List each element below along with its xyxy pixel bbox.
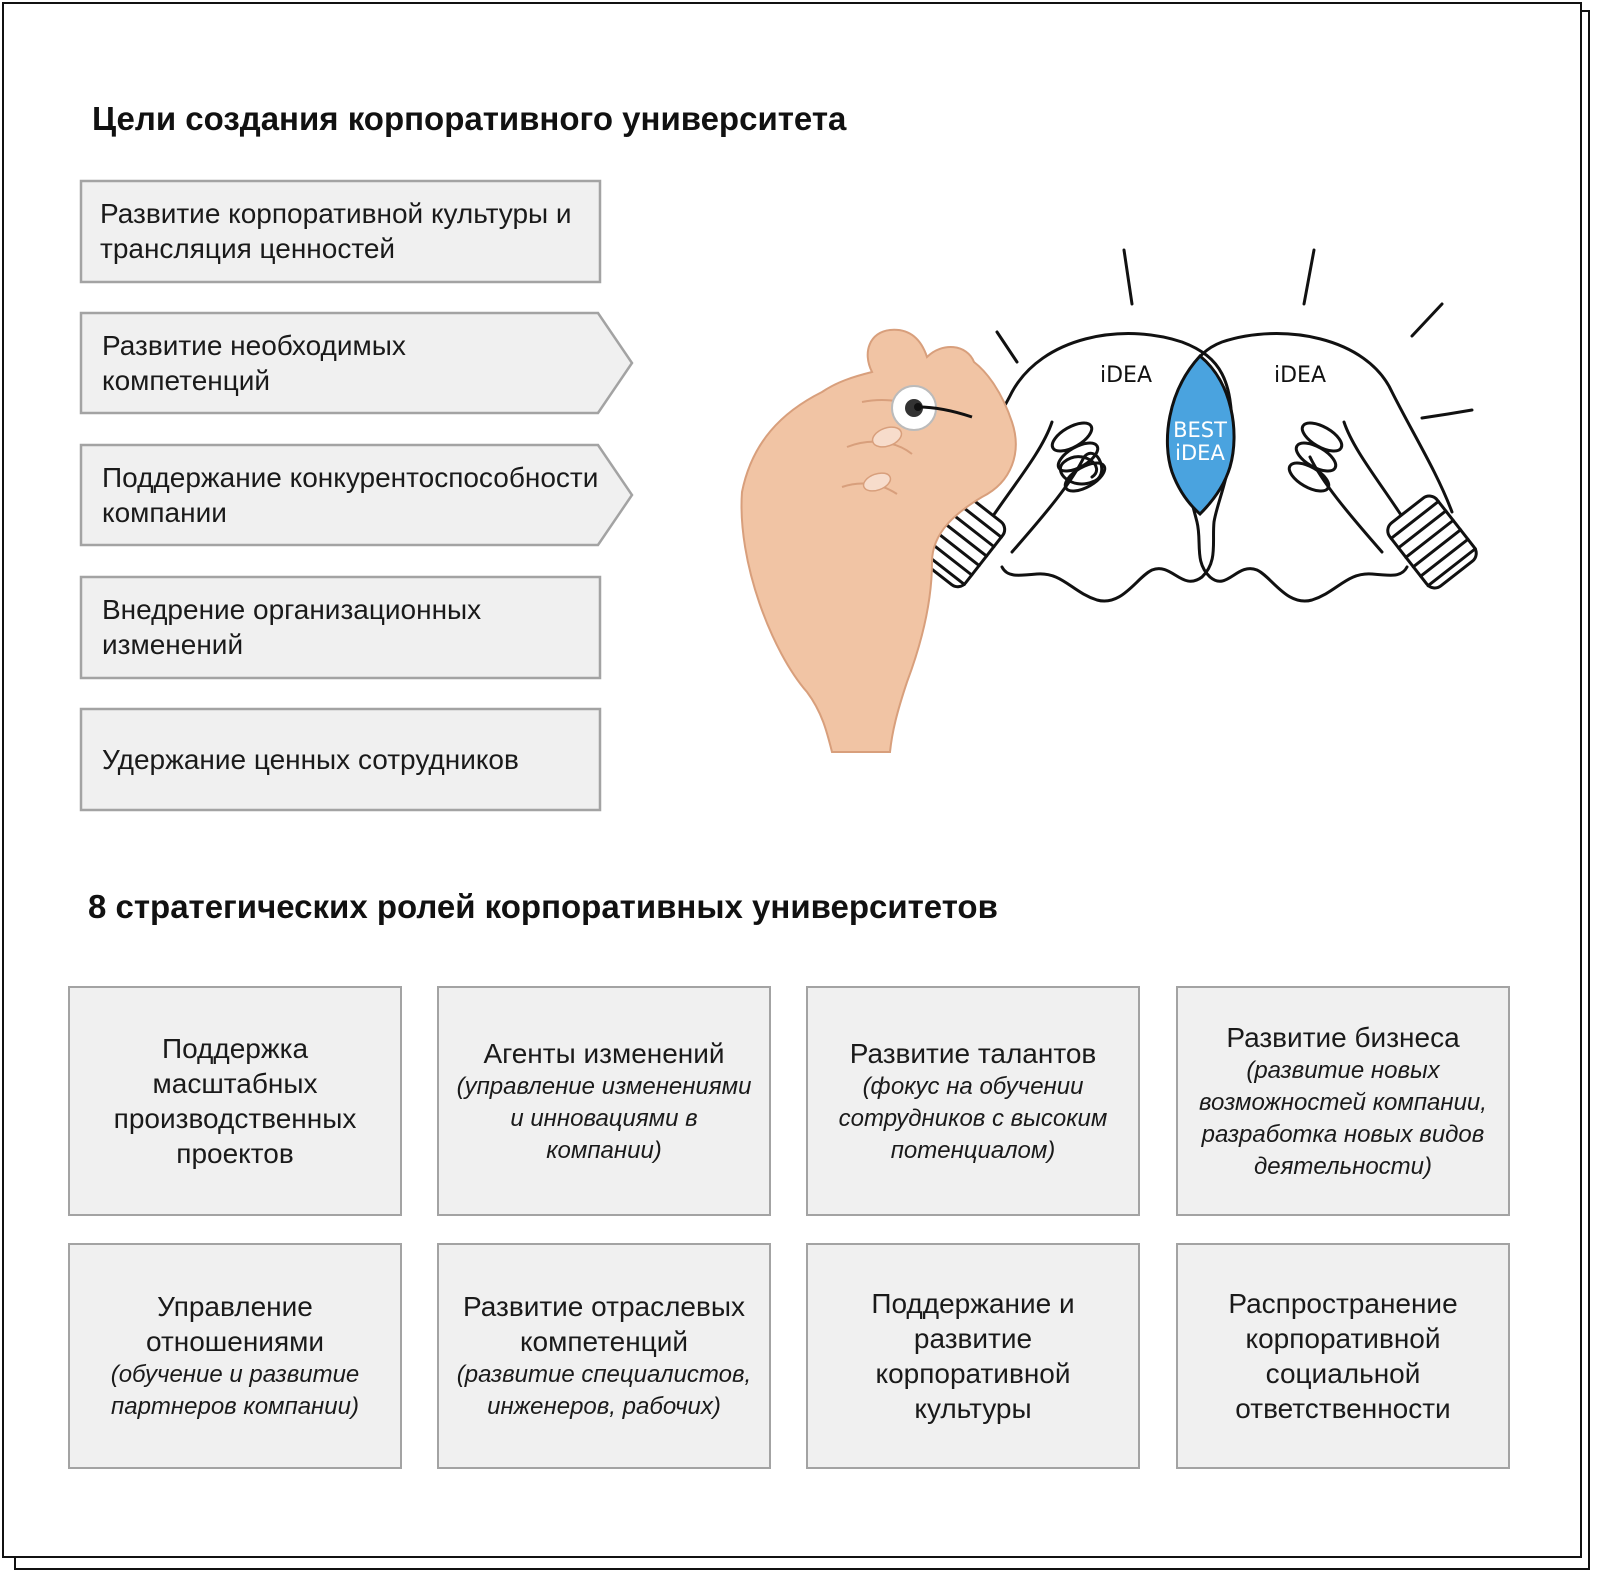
role-card	[68, 986, 402, 1216]
left-bulb-label: iDEA	[1100, 363, 1153, 388]
role-card	[806, 1243, 1140, 1469]
ray-line	[1422, 410, 1472, 418]
role-card	[1176, 1243, 1510, 1469]
idea-illustration	[712, 232, 1512, 777]
goal-item	[80, 576, 600, 678]
best-idea-label-line2: iDEA	[1175, 441, 1225, 465]
lightbulbs-drawing	[712, 232, 1512, 772]
role-title: Поддержание и развитие корпоративной культуры	[871, 1288, 1075, 1424]
role-title: Развитие отраслевых компетенций	[462, 1291, 745, 1357]
right-bulb-base	[1384, 492, 1481, 592]
goal-text: Поддержание конкурентоспособности компании	[102, 462, 599, 528]
role-title: Агенты изменений	[483, 1037, 725, 1069]
goal-item	[80, 708, 600, 810]
goal-item	[80, 312, 600, 414]
goal-item	[80, 180, 600, 282]
goal-item	[80, 444, 600, 546]
role-card	[1176, 986, 1510, 1216]
role-note: (фокус на обучении сотрудников с высоким потенциалом)	[838, 1072, 1108, 1164]
role-note: (развитие специалистов, инженеров, рабочих)	[456, 1361, 752, 1420]
role-card	[437, 1243, 771, 1469]
best-idea-label-line1: BEST	[1173, 418, 1227, 442]
role-title: Поддержка масштабных производственных проектов	[113, 1033, 357, 1169]
role-card	[68, 1243, 402, 1469]
role-note: (развитие новых возможностей компании, разработка новых видов деятельности)	[1199, 1056, 1487, 1180]
goals-title: Цели создания корпоративного университета	[92, 100, 847, 137]
ray-line	[1304, 250, 1314, 304]
role-title: Развитие бизнеса	[1226, 1021, 1460, 1053]
role-note: (обучение и развитие партнеров компании)	[110, 1361, 360, 1420]
role-title: Распространение корпоративной социальной ответственности	[1228, 1288, 1458, 1424]
ray-line	[1124, 250, 1132, 304]
roles-title: 8 стратегических ролей корпоративных университетов	[88, 888, 998, 925]
role-title: Развитие талантов	[849, 1037, 1097, 1069]
goal-text: Развитие корпоративной культуры и трансляция ценностей	[100, 198, 572, 264]
ray-line	[1412, 304, 1442, 336]
role-title: Управление отношениями	[145, 1291, 324, 1357]
goal-text: Внедрение организационных изменений	[102, 594, 482, 660]
goal-text: Развитие необходимых компетенций	[102, 330, 406, 396]
goal-text: Удержание ценных сотрудников	[102, 743, 519, 775]
role-card	[437, 986, 771, 1216]
ray-line	[997, 332, 1017, 362]
role-note: (управление изменениями и инновациями в компании)	[456, 1072, 752, 1164]
right-bulb-label: iDEA	[1274, 363, 1327, 388]
role-card	[806, 986, 1140, 1216]
